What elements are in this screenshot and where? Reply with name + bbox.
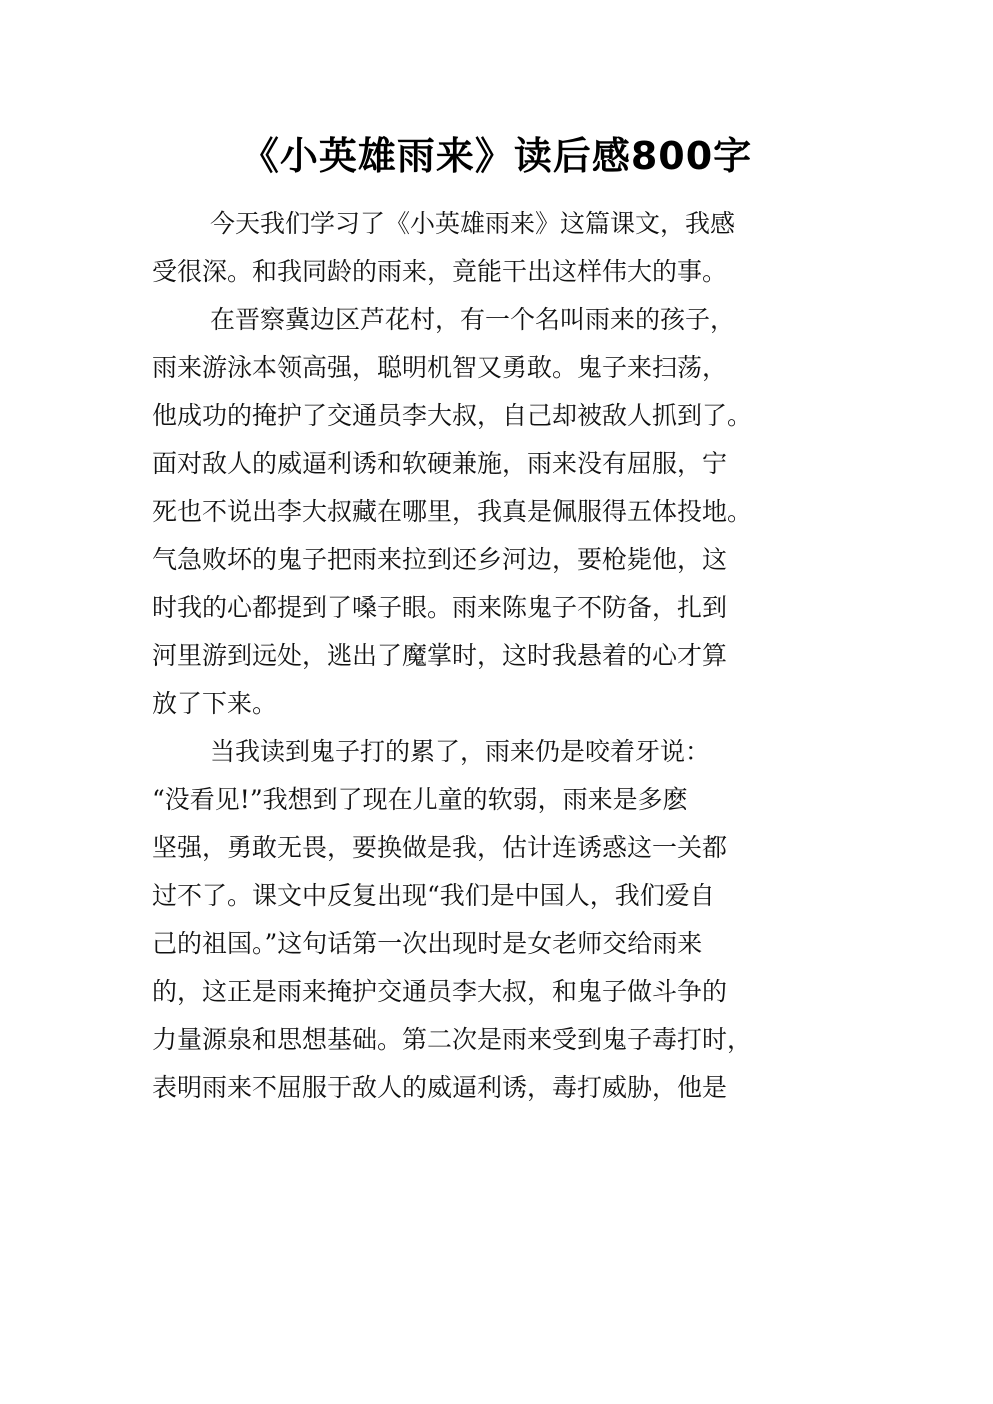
text-line: 过不了。课文中反复出现“我们是中国人，我们爱自 [152, 881, 715, 910]
document-title: 《小英雄雨来》读后感800字 [240, 134, 753, 178]
text-line: 死也不说出李大叔藏在哪里，我真是佩服得五体投地。 [152, 497, 753, 526]
text-line: 放了下来。 [152, 689, 278, 718]
text-line: “没看见!”我想到了现在儿童的软弱，雨来是多麽 [152, 785, 688, 814]
text-line: 面对敌人的威逼利诱和软硬兼施，雨来没有屈服，宁 [152, 449, 728, 478]
text-line: 雨来游泳本领高强，聪明机智又勇敢。鬼子来扫荡， [152, 353, 728, 382]
text-line: 时我的心都提到了嗓子眼。雨来陈鬼子不防备，扎到 [152, 593, 728, 622]
text-line: 己的祖国。”这句话第一次出现时是女老师交给雨来 [152, 929, 703, 958]
text-line: 在晋察冀边区芦花村，有一个名叫雨来的孩子， [210, 305, 736, 334]
text-line: 当我读到鬼子打的累了，雨来仍是咬着牙说： [210, 737, 711, 766]
text-line: 气急败坏的鬼子把雨来拉到还乡河边，要枪毙他，这 [152, 545, 728, 574]
text-line: 他成功的掩护了交通员李大叔，自己却被敌人抓到了。 [152, 401, 753, 430]
text-line: 坚强，勇敢无畏，要换做是我，估计连诱惑这一关都 [152, 833, 728, 862]
document-body [152, 200, 872, 1112]
text-line: 今天我们学习了《小英雄雨来》这篇课文，我感 [210, 209, 736, 238]
text-line: 受很深。和我同龄的雨来，竟能干出这样伟大的事。 [152, 257, 728, 286]
text-line: 力量源泉和思想基础。第二次是雨来受到鬼子毒打时， [152, 1025, 753, 1054]
text-line: 河里游到远处，逃出了魔掌时，这时我悬着的心才算 [152, 641, 728, 670]
text-line: 的，这正是雨来掩护交通员李大叔，和鬼子做斗争的 [152, 977, 728, 1006]
text-line: 表明雨来不屈服于敌人的威逼利诱，毒打威胁，他是 [152, 1073, 728, 1102]
